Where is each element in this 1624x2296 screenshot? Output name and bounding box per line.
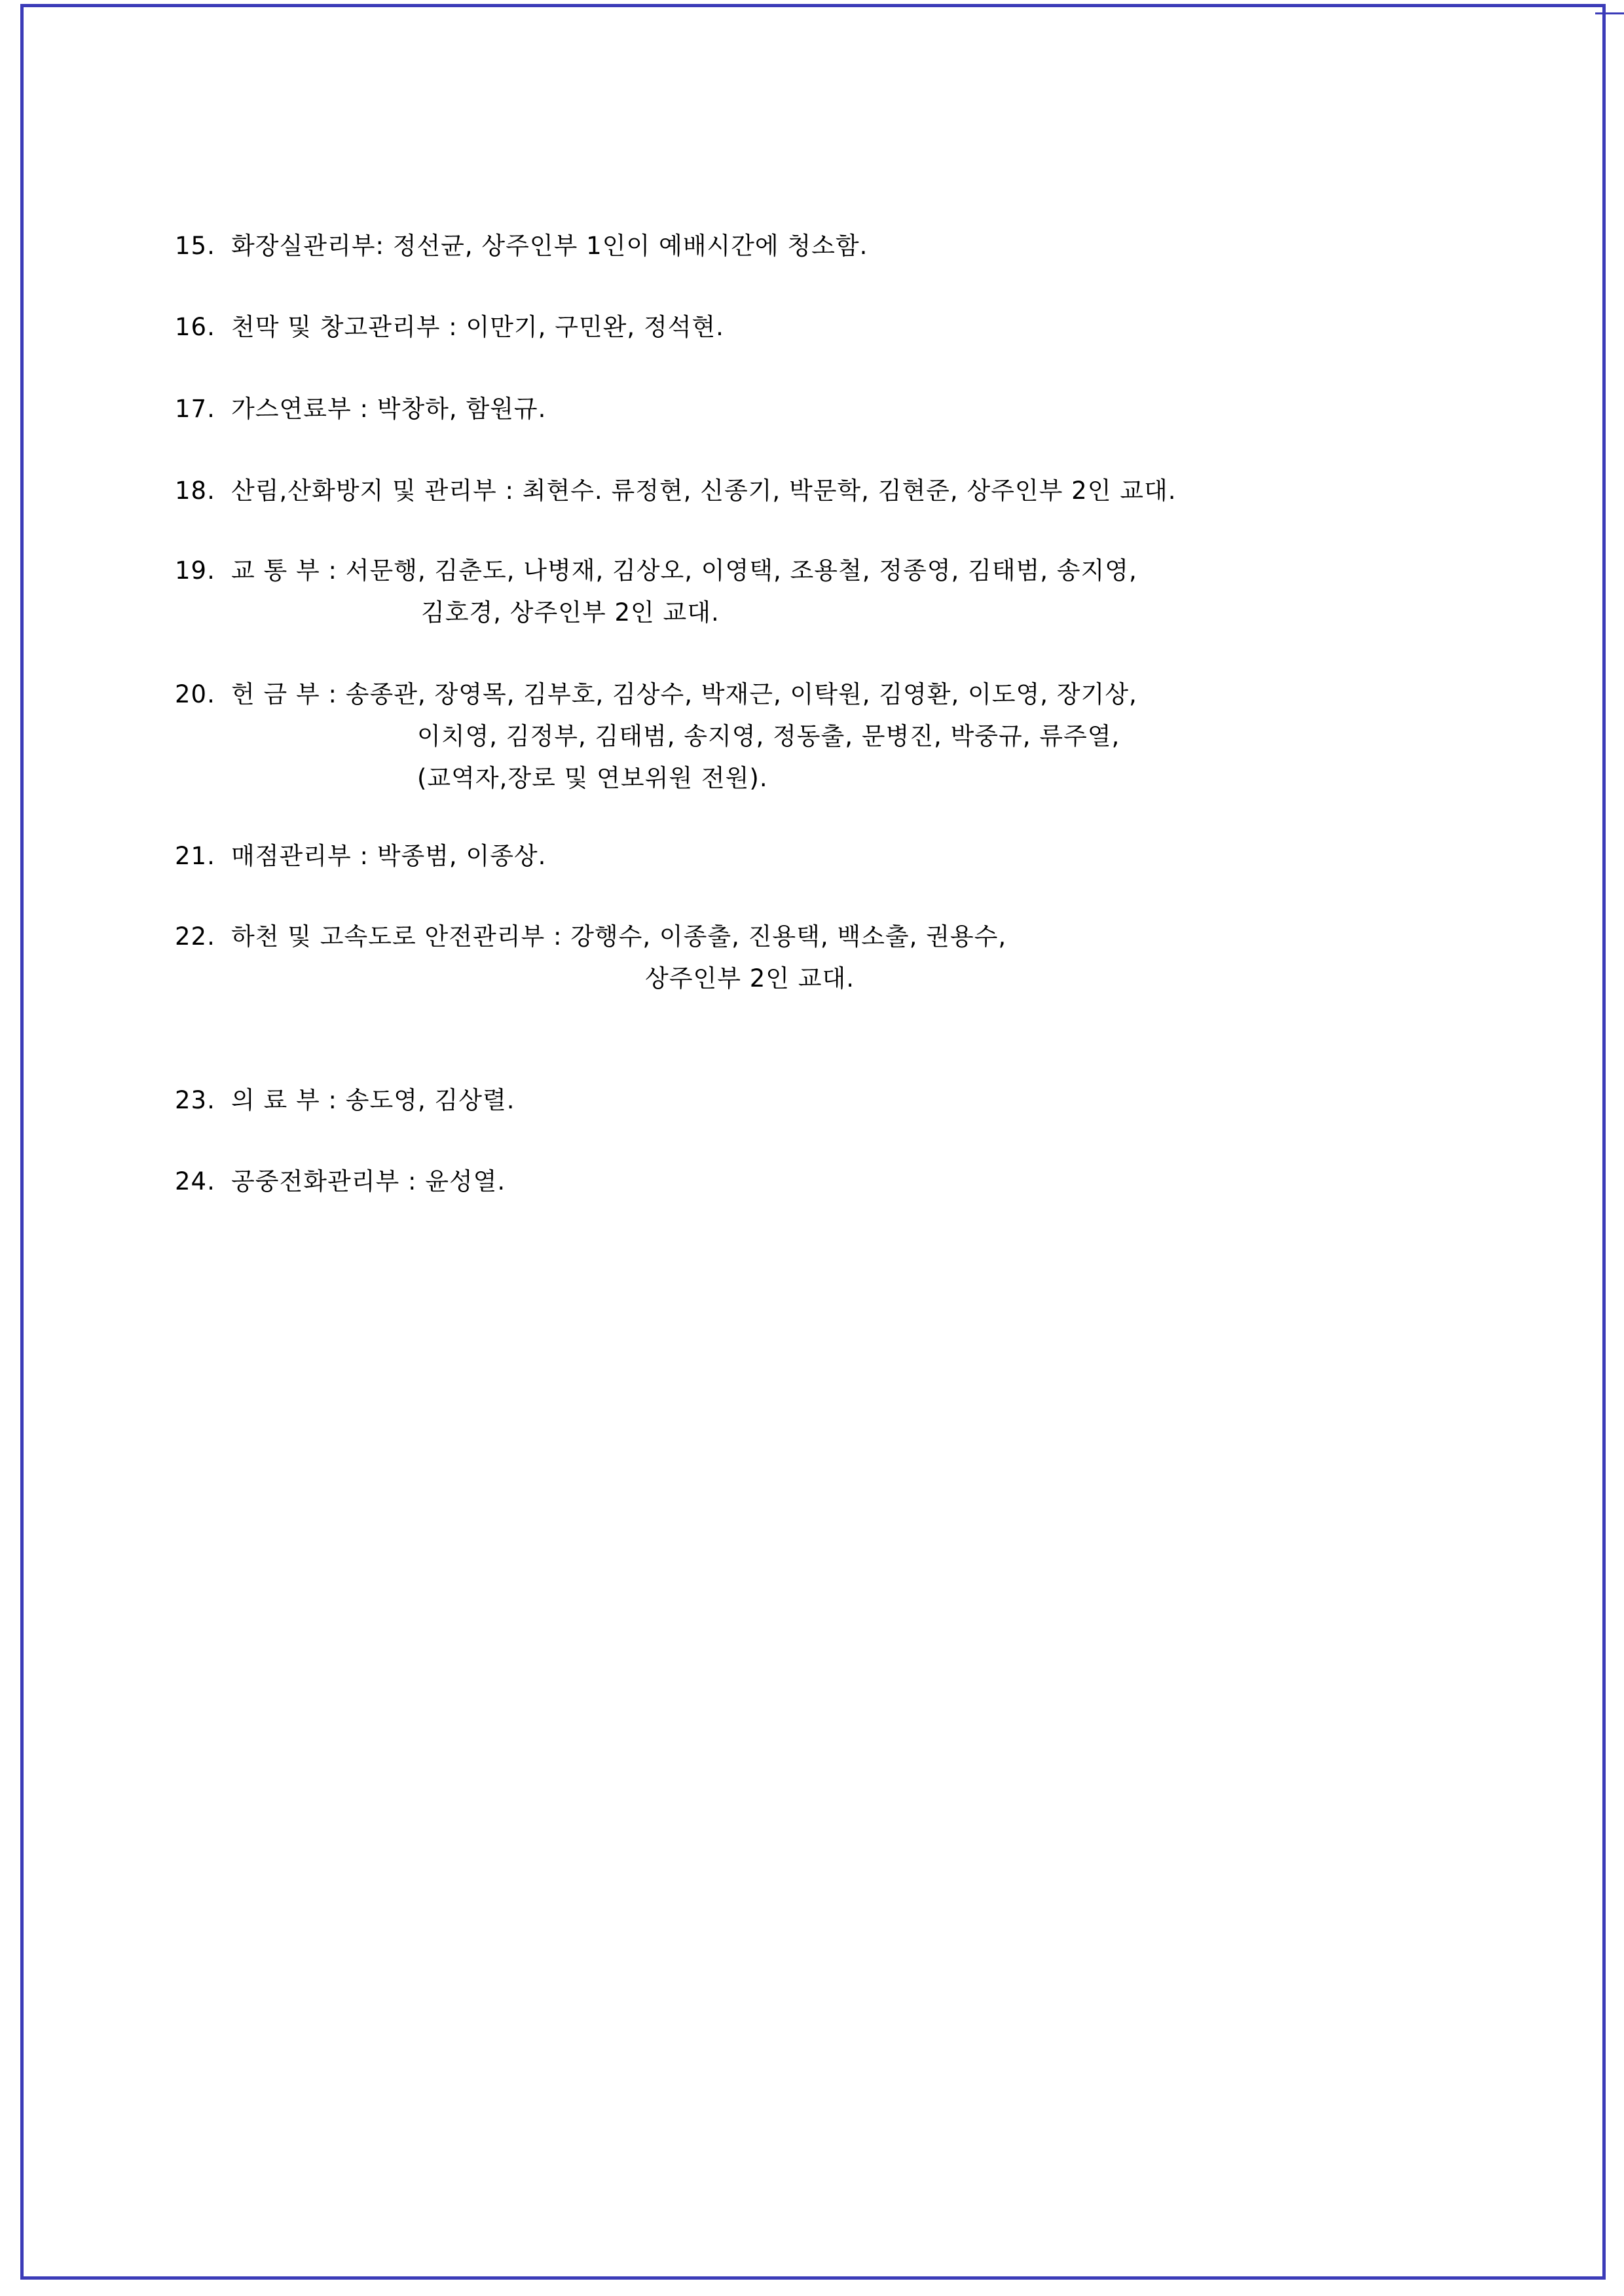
list-item-24: [175, 1161, 506, 1203]
list-item-15: [175, 225, 868, 267]
item-number: 21.: [175, 842, 215, 870]
list-item-22: [175, 916, 1007, 993]
item-members: 강행수, 이종출, 진용택, 백소출, 권용수,: [570, 922, 1007, 951]
item-members: 최현수. 류정현, 신종기, 박문학, 김현준, 상주인부 2인 교대.: [522, 477, 1177, 505]
item-members: 박창하, 함원규.: [377, 395, 547, 423]
list-item-16: [175, 306, 724, 348]
item-number: 23.: [175, 1086, 215, 1114]
item-label: 하천 및 고속도로 안전관리부 :: [231, 922, 563, 951]
item-label: 매점관리부 :: [231, 842, 369, 870]
list-item-18: [175, 470, 1176, 512]
item-number: 22.: [175, 922, 215, 951]
list-item-17: [175, 388, 546, 430]
item-members-continued: 상주인부 2인 교대.: [645, 964, 855, 993]
item-label: 화장실관리부:: [231, 232, 384, 260]
item-label: 가스연료부 :: [231, 395, 369, 423]
list-item-23: [175, 1080, 515, 1121]
item-members-continued: 이치영, 김정부, 김태범, 송지영, 정동출, 문병진, 박중규, 류주열,: [417, 722, 1120, 750]
item-label: 교 통 부 :: [231, 556, 337, 585]
list-item-19: [175, 550, 1137, 627]
item-members: 박종범, 이종상.: [377, 842, 547, 870]
item-members: 서문행, 김춘도, 나병재, 김상오, 이영택, 조용철, 정종영, 김태범, 송지영,: [345, 556, 1137, 585]
item-members: 정선균, 상주인부 1인이 예배시간에 청소함.: [392, 232, 868, 260]
item-members: 이만기, 구민완, 정석현.: [466, 313, 724, 341]
item-label: 천막 및 창고관리부 :: [231, 313, 458, 341]
item-members: 송종관, 장영목, 김부호, 김상수, 박재근, 이탁원, 김영환, 이도영, 장기상,: [345, 680, 1137, 708]
item-label: 공중전화관리부 :: [231, 1167, 417, 1195]
item-number: 17.: [175, 395, 215, 423]
item-number: 24.: [175, 1167, 215, 1195]
item-number: 18.: [175, 477, 215, 505]
item-label: 산림,산화방지 및 관리부 :: [231, 477, 514, 505]
item-number: 19.: [175, 556, 215, 585]
item-number: 16.: [175, 313, 215, 341]
item-members: 윤성열.: [425, 1167, 506, 1195]
item-members-continued: (교역자,장로 및 연보위원 전원).: [417, 764, 768, 792]
list-item-20: [175, 674, 1137, 792]
item-members-continued: 김호경, 상주인부 2인 교대.: [421, 598, 720, 627]
list-item-21: [175, 835, 546, 877]
item-label: 헌 금 부 :: [231, 680, 337, 708]
item-number: 20.: [175, 680, 215, 708]
item-members: 송도영, 김상렬.: [345, 1086, 515, 1114]
item-number: 15.: [175, 232, 215, 260]
corner-mark: [1595, 12, 1624, 14]
item-label: 의 료 부 :: [231, 1086, 337, 1114]
